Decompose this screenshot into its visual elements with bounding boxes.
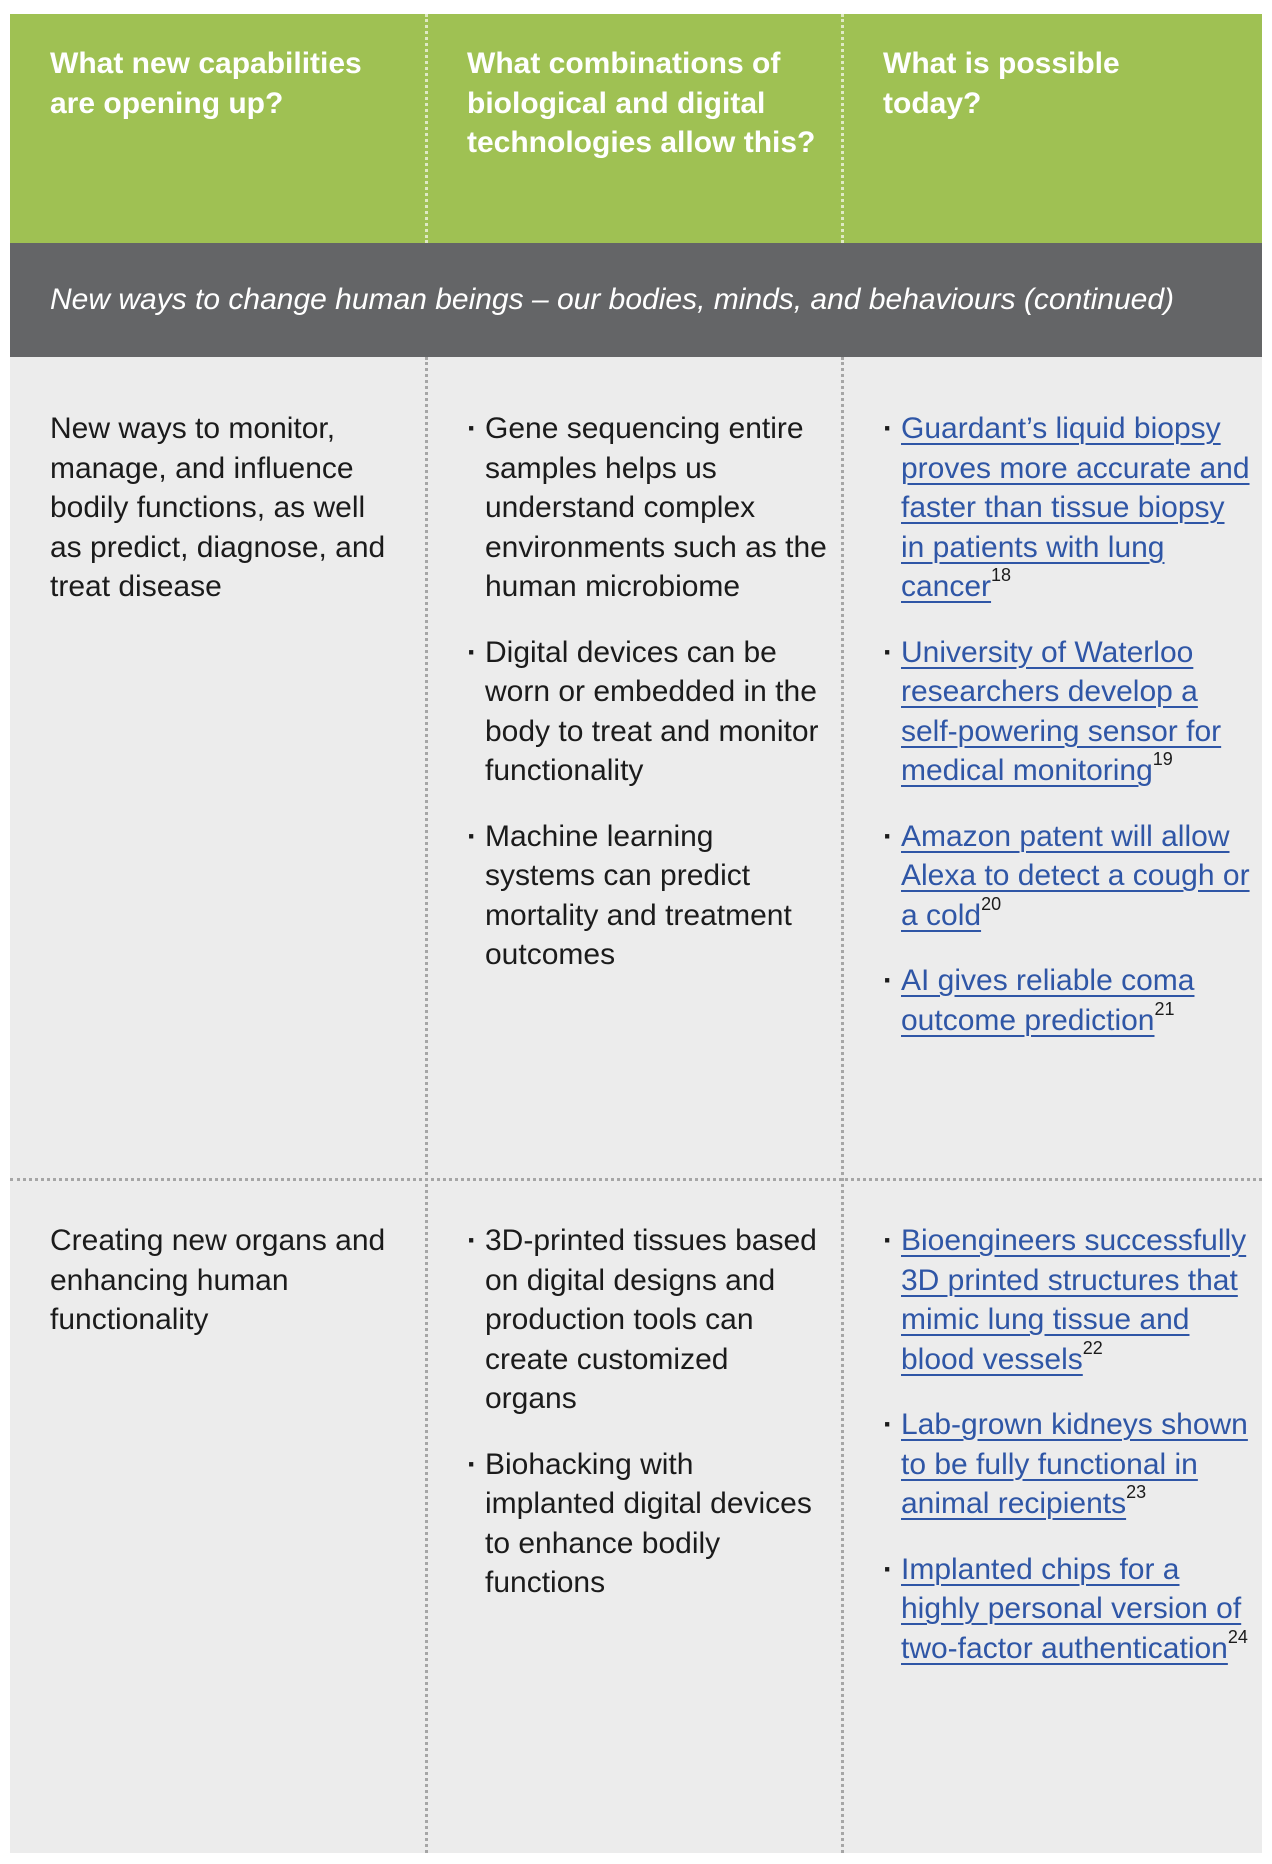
- row-1-technologies: [467, 409, 827, 1001]
- example-link[interactable]: Bioengineers successfully 3D printed structures that mimic lung tissue and blood vessels: [901, 1224, 1247, 1376]
- header-capabilities: What new capabilities are opening up?: [50, 47, 362, 120]
- example-item: [883, 1550, 1253, 1669]
- footnote-ref: 21: [1154, 998, 1175, 1019]
- example-item: [883, 409, 1253, 607]
- example-item: [883, 633, 1253, 791]
- section-title: New ways to change human beings – our bodies, minds, and behaviours (continued): [10, 243, 1262, 357]
- example-item: [883, 817, 1253, 936]
- example-link[interactable]: AI gives reliable coma outcome prediction: [901, 964, 1195, 1037]
- example-link[interactable]: Implanted chips for a highly personal version of two-factor authentication: [901, 1552, 1242, 1665]
- footnote-ref: 19: [1152, 749, 1173, 769]
- example-link[interactable]: Guardant’s liquid biopsy proves more accurate and faster than tissue biopsy in patients with lung cancer: [901, 412, 1250, 603]
- example-item: [883, 961, 1253, 1040]
- row-2-technologies: [467, 1221, 827, 1629]
- footnote-ref: 24: [1227, 1626, 1248, 1647]
- row-1-capability: New ways to monitor, manage, and influence bodily functions, as well as predict, diagnose, and treat disease: [50, 412, 386, 603]
- table-body: [10, 357, 1262, 1853]
- technology-item: · Gene sequencing entire samples helps us understand complex environments such as the human microbiome: [467, 409, 827, 607]
- row-2-capability: Creating new organs and enhancing human functionality: [50, 1224, 386, 1336]
- footnote-ref: 23: [1126, 1482, 1147, 1502]
- column-divider: [841, 357, 844, 1853]
- row-2-examples: [883, 1221, 1253, 1694]
- technology-item: · Machine learning systems can predict mortality and treatment outcomes: [467, 817, 827, 975]
- example-item: [883, 1405, 1253, 1524]
- example-item: [883, 1221, 1253, 1379]
- row-divider: [10, 1178, 1262, 1181]
- capabilities-table: [10, 14, 1262, 1853]
- technology-item: · Biohacking with implanted digital devices to enhance bodily functions: [467, 1445, 827, 1603]
- example-link[interactable]: University of Waterloo researchers develop a self-powering sensor for medical monitoring: [901, 635, 1222, 787]
- technology-item: · Digital devices can be worn or embedded in the body to treat and monitor functionality: [467, 633, 827, 791]
- footnote-ref: 22: [1082, 1337, 1103, 1358]
- table-header: [10, 14, 1262, 243]
- header-possible-today: What is possible today?: [883, 47, 1120, 120]
- header-technologies: What combinations of biological and digital technologies allow this?: [467, 47, 816, 159]
- footnote-ref: 18: [991, 565, 1012, 585]
- example-link[interactable]: Amazon patent will allow Alexa to detect a cough or a cold: [901, 819, 1250, 932]
- example-link[interactable]: Lab-grown kidneys shown to be fully functional in animal recipients: [901, 1408, 1248, 1520]
- header-divider: [425, 14, 428, 243]
- footnote-ref: 20: [981, 893, 1002, 914]
- header-divider: [841, 14, 844, 243]
- technology-item: · 3D-printed tissues based on digital designs and production tools can create customized organs: [467, 1221, 827, 1419]
- row-1-examples: [883, 409, 1253, 1066]
